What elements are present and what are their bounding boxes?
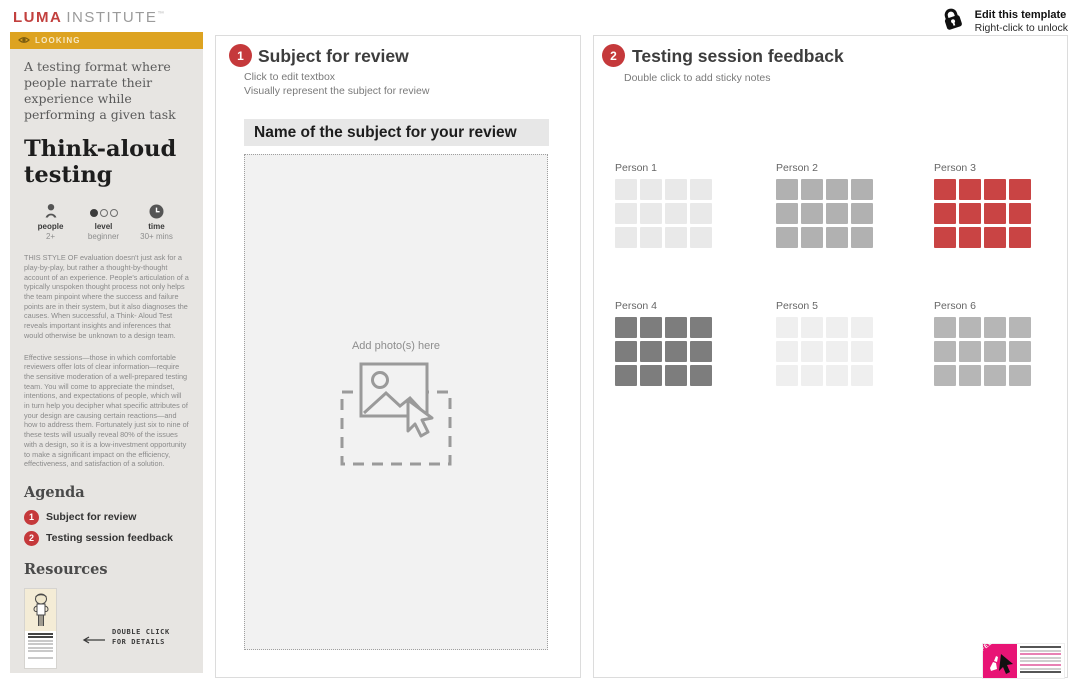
- step-number-badge: 2: [24, 531, 39, 546]
- sticky-note[interactable]: [615, 179, 637, 200]
- sticky-note[interactable]: [959, 341, 981, 362]
- feedback-badge[interactable]: [980, 625, 1064, 678]
- sticky-note[interactable]: [690, 341, 712, 362]
- agenda-item-1: [24, 510, 189, 525]
- sticky-note[interactable]: [640, 317, 662, 338]
- sticky-note[interactable]: [776, 227, 798, 248]
- sticky-note-grid[interactable]: [934, 179, 1044, 248]
- sticky-note[interactable]: [640, 341, 662, 362]
- sticky-note[interactable]: [690, 203, 712, 224]
- feedback-badge-text-lines: [1017, 644, 1064, 678]
- sticky-note[interactable]: [826, 179, 848, 200]
- double-click-hint: DOUBLE CLICK FOR DETAILS: [112, 627, 170, 647]
- person-grid-2: [776, 162, 886, 248]
- add-photo-label: Add photo(s) here: [351, 340, 441, 352]
- person-label: Person 2: [776, 162, 819, 174]
- resources-heading: Resources: [24, 560, 108, 578]
- sticky-note[interactable]: [665, 365, 687, 386]
- level-dots-icon: [77, 202, 130, 219]
- sticky-note-grid[interactable]: [934, 317, 1044, 386]
- step-number-badge: 1: [24, 510, 39, 525]
- category-label: LOOKING: [35, 36, 81, 45]
- agenda-list: [24, 510, 189, 546]
- sticky-note[interactable]: [984, 317, 1006, 338]
- sticky-note[interactable]: [615, 341, 637, 362]
- sticky-note[interactable]: [690, 317, 712, 338]
- person-label: Person 3: [934, 162, 977, 174]
- sticky-note[interactable]: [665, 317, 687, 338]
- left-arrow-icon: [82, 631, 106, 649]
- sticky-note[interactable]: [615, 317, 637, 338]
- sticky-note[interactable]: [851, 203, 873, 224]
- panel1-instructions: Click to edit textbox Visually represent the subject for review: [244, 71, 430, 97]
- sticky-note[interactable]: [640, 365, 662, 386]
- category-banner: [10, 32, 203, 49]
- panel2-title: Testing session feedback: [632, 46, 844, 66]
- photo-placeholder: [336, 340, 456, 475]
- person-label: Person 5: [776, 300, 819, 312]
- sticky-note[interactable]: [984, 341, 1006, 362]
- resources-row: [24, 587, 189, 673]
- sticky-note[interactable]: [826, 317, 848, 338]
- meta-value: 2+: [45, 232, 56, 242]
- agenda-item-label: Subject for review: [46, 511, 137, 524]
- meta-time: [130, 202, 183, 241]
- meta-people: [24, 202, 77, 241]
- logo-luma: LUMA: [13, 9, 63, 26]
- sticky-note[interactable]: [984, 179, 1006, 200]
- sticky-note[interactable]: [959, 179, 981, 200]
- feedback-badge-art: [980, 625, 1017, 678]
- sticky-note[interactable]: [934, 317, 956, 338]
- person-grid-4: [615, 300, 725, 386]
- panel1-title: Subject for review: [258, 46, 409, 66]
- resource-card-thumbnail[interactable]: [25, 589, 56, 668]
- person-grid-3: [934, 162, 1044, 248]
- sticky-note-grid[interactable]: [615, 179, 725, 248]
- sticky-note[interactable]: [690, 365, 712, 386]
- sticky-note[interactable]: [665, 179, 687, 200]
- person-label: Person 1: [615, 162, 658, 174]
- resource-caption-lines: [25, 631, 56, 663]
- testing-session-feedback-panel: [593, 35, 1068, 678]
- agenda-item-label: Testing session feedback: [46, 532, 174, 545]
- agenda-heading: Agenda: [24, 483, 85, 501]
- sticky-note[interactable]: [1009, 203, 1031, 224]
- sticky-note[interactable]: [776, 179, 798, 200]
- photo-drop-area[interactable]: [244, 154, 548, 650]
- sticky-note[interactable]: [690, 227, 712, 248]
- method-description: A testing format where people narrate their experience while performing a given task: [24, 59, 176, 122]
- subject-name-textbox[interactable]: Name of the subject for your review: [244, 119, 549, 146]
- sticky-note[interactable]: [801, 317, 823, 338]
- sticky-note[interactable]: [826, 227, 848, 248]
- sticky-note[interactable]: [776, 203, 798, 224]
- sticky-note[interactable]: [851, 341, 873, 362]
- method-card-sidebar: [10, 32, 203, 673]
- feedback-label: FEEDBACK: [980, 625, 1014, 653]
- sticky-note-grid[interactable]: [615, 317, 725, 386]
- method-paragraph-2: Effective sessions—those in which comfortable reviewers offer lots of clear information—require the sensitive moderation of a well-prepared testing team. You will come to appreciate the mindset, intentions, and expectations of people, which will in turn help you decipher what specific attributes of your design are causing certain reactions—and how to address them. Fortunately just six to nine of these tests will usually reveal 80% of the issues with a design, so it is a low-investment opportunity to make a significant impact on the efficiency, effectiveness, and satisfaction of a solution.: [24, 352, 189, 469]
- add-photo-icon: [336, 457, 456, 474]
- sticky-note[interactable]: [776, 341, 798, 362]
- meta-value: beginner: [87, 232, 120, 242]
- sticky-note[interactable]: [934, 203, 956, 224]
- sticky-note[interactable]: [959, 317, 981, 338]
- edit-template-subtitle: Right-click to unlock: [974, 21, 1068, 34]
- method-title: Think-aloud testing: [24, 136, 177, 189]
- sticky-note[interactable]: [615, 227, 637, 248]
- edit-template-title[interactable]: Edit this template: [974, 8, 1067, 21]
- sticky-note[interactable]: [934, 179, 956, 200]
- sticky-note[interactable]: [640, 203, 662, 224]
- sticky-note[interactable]: [984, 203, 1006, 224]
- sticky-note[interactable]: [665, 227, 687, 248]
- sticky-note[interactable]: [934, 341, 956, 362]
- sticky-note[interactable]: [640, 227, 662, 248]
- resource-illustration: [25, 589, 56, 631]
- edit-template-control[interactable]: [939, 5, 1068, 37]
- sticky-note[interactable]: [615, 365, 637, 386]
- sticky-note-grid[interactable]: [776, 179, 886, 248]
- meta-label: level: [94, 222, 113, 232]
- sticky-note[interactable]: [851, 227, 873, 248]
- sticky-note[interactable]: [851, 179, 873, 200]
- sticky-note[interactable]: [665, 341, 687, 362]
- sticky-note[interactable]: [851, 317, 873, 338]
- sticky-note[interactable]: [1009, 317, 1031, 338]
- sticky-note[interactable]: [1009, 227, 1031, 248]
- person-grid-1: [615, 162, 725, 248]
- sticky-note[interactable]: [615, 203, 637, 224]
- luma-institute-logo: [13, 9, 166, 26]
- lock-icon[interactable]: [939, 5, 966, 37]
- person-label: Person 6: [934, 300, 977, 312]
- sticky-note[interactable]: [640, 179, 662, 200]
- sticky-note-grid[interactable]: [776, 317, 886, 386]
- sticky-note[interactable]: [1009, 365, 1031, 386]
- sticky-note[interactable]: [959, 203, 981, 224]
- person-grid-5: [776, 300, 886, 386]
- sticky-note[interactable]: [984, 365, 1006, 386]
- sticky-note[interactable]: [801, 179, 823, 200]
- sticky-note[interactable]: [826, 365, 848, 386]
- step-1-badge: 1: [229, 44, 252, 67]
- sticky-note[interactable]: [776, 365, 798, 386]
- step-2-badge: 2: [602, 44, 625, 67]
- sticky-note[interactable]: [1009, 341, 1031, 362]
- sticky-note[interactable]: [690, 179, 712, 200]
- meta-label: people: [37, 222, 64, 232]
- sticky-note[interactable]: [959, 365, 981, 386]
- sticky-note[interactable]: [665, 203, 687, 224]
- sticky-note[interactable]: [826, 341, 848, 362]
- sticky-note[interactable]: [801, 365, 823, 386]
- sticky-note[interactable]: [984, 227, 1006, 248]
- sticky-note[interactable]: [959, 227, 981, 248]
- eye-icon: [18, 32, 30, 50]
- meta-value: 30+ mins: [140, 232, 173, 242]
- sticky-note[interactable]: [801, 203, 823, 224]
- sticky-note[interactable]: [851, 365, 873, 386]
- sticky-note[interactable]: [934, 365, 956, 386]
- agenda-item-2: [24, 531, 189, 546]
- sticky-note[interactable]: [801, 227, 823, 248]
- logo-institute: INSTITUTE: [66, 9, 158, 26]
- person-label: Person 4: [615, 300, 658, 312]
- sticky-note[interactable]: [801, 341, 823, 362]
- subject-for-review-panel: [215, 35, 581, 678]
- method-meta-row: [24, 202, 189, 241]
- sticky-note[interactable]: [934, 227, 956, 248]
- meta-label: time: [148, 222, 165, 232]
- sticky-note[interactable]: [1009, 179, 1031, 200]
- meta-level: [77, 202, 130, 241]
- sticky-note[interactable]: [826, 203, 848, 224]
- trademark-symbol: ™: [157, 11, 166, 18]
- person-icon: [24, 202, 77, 219]
- sticky-note[interactable]: [776, 317, 798, 338]
- method-paragraph-1: THIS STYLE OF evaluation doesn't just ask for a play-by-play, but rather a thought-by-thought account of an experience. People's articulation of a typically unspoken thought process not only helps the team pinpoint where the success and failure points are in their system, but it also diagnoses the causes. When successful, a Think- Aloud Test reveals important insights and inferences that would otherwise be unknown to a design team.: [24, 253, 189, 340]
- panel2-instructions: Double click to add sticky notes: [624, 72, 771, 84]
- person-grid-6: [934, 300, 1044, 386]
- clock-icon: [130, 202, 183, 219]
